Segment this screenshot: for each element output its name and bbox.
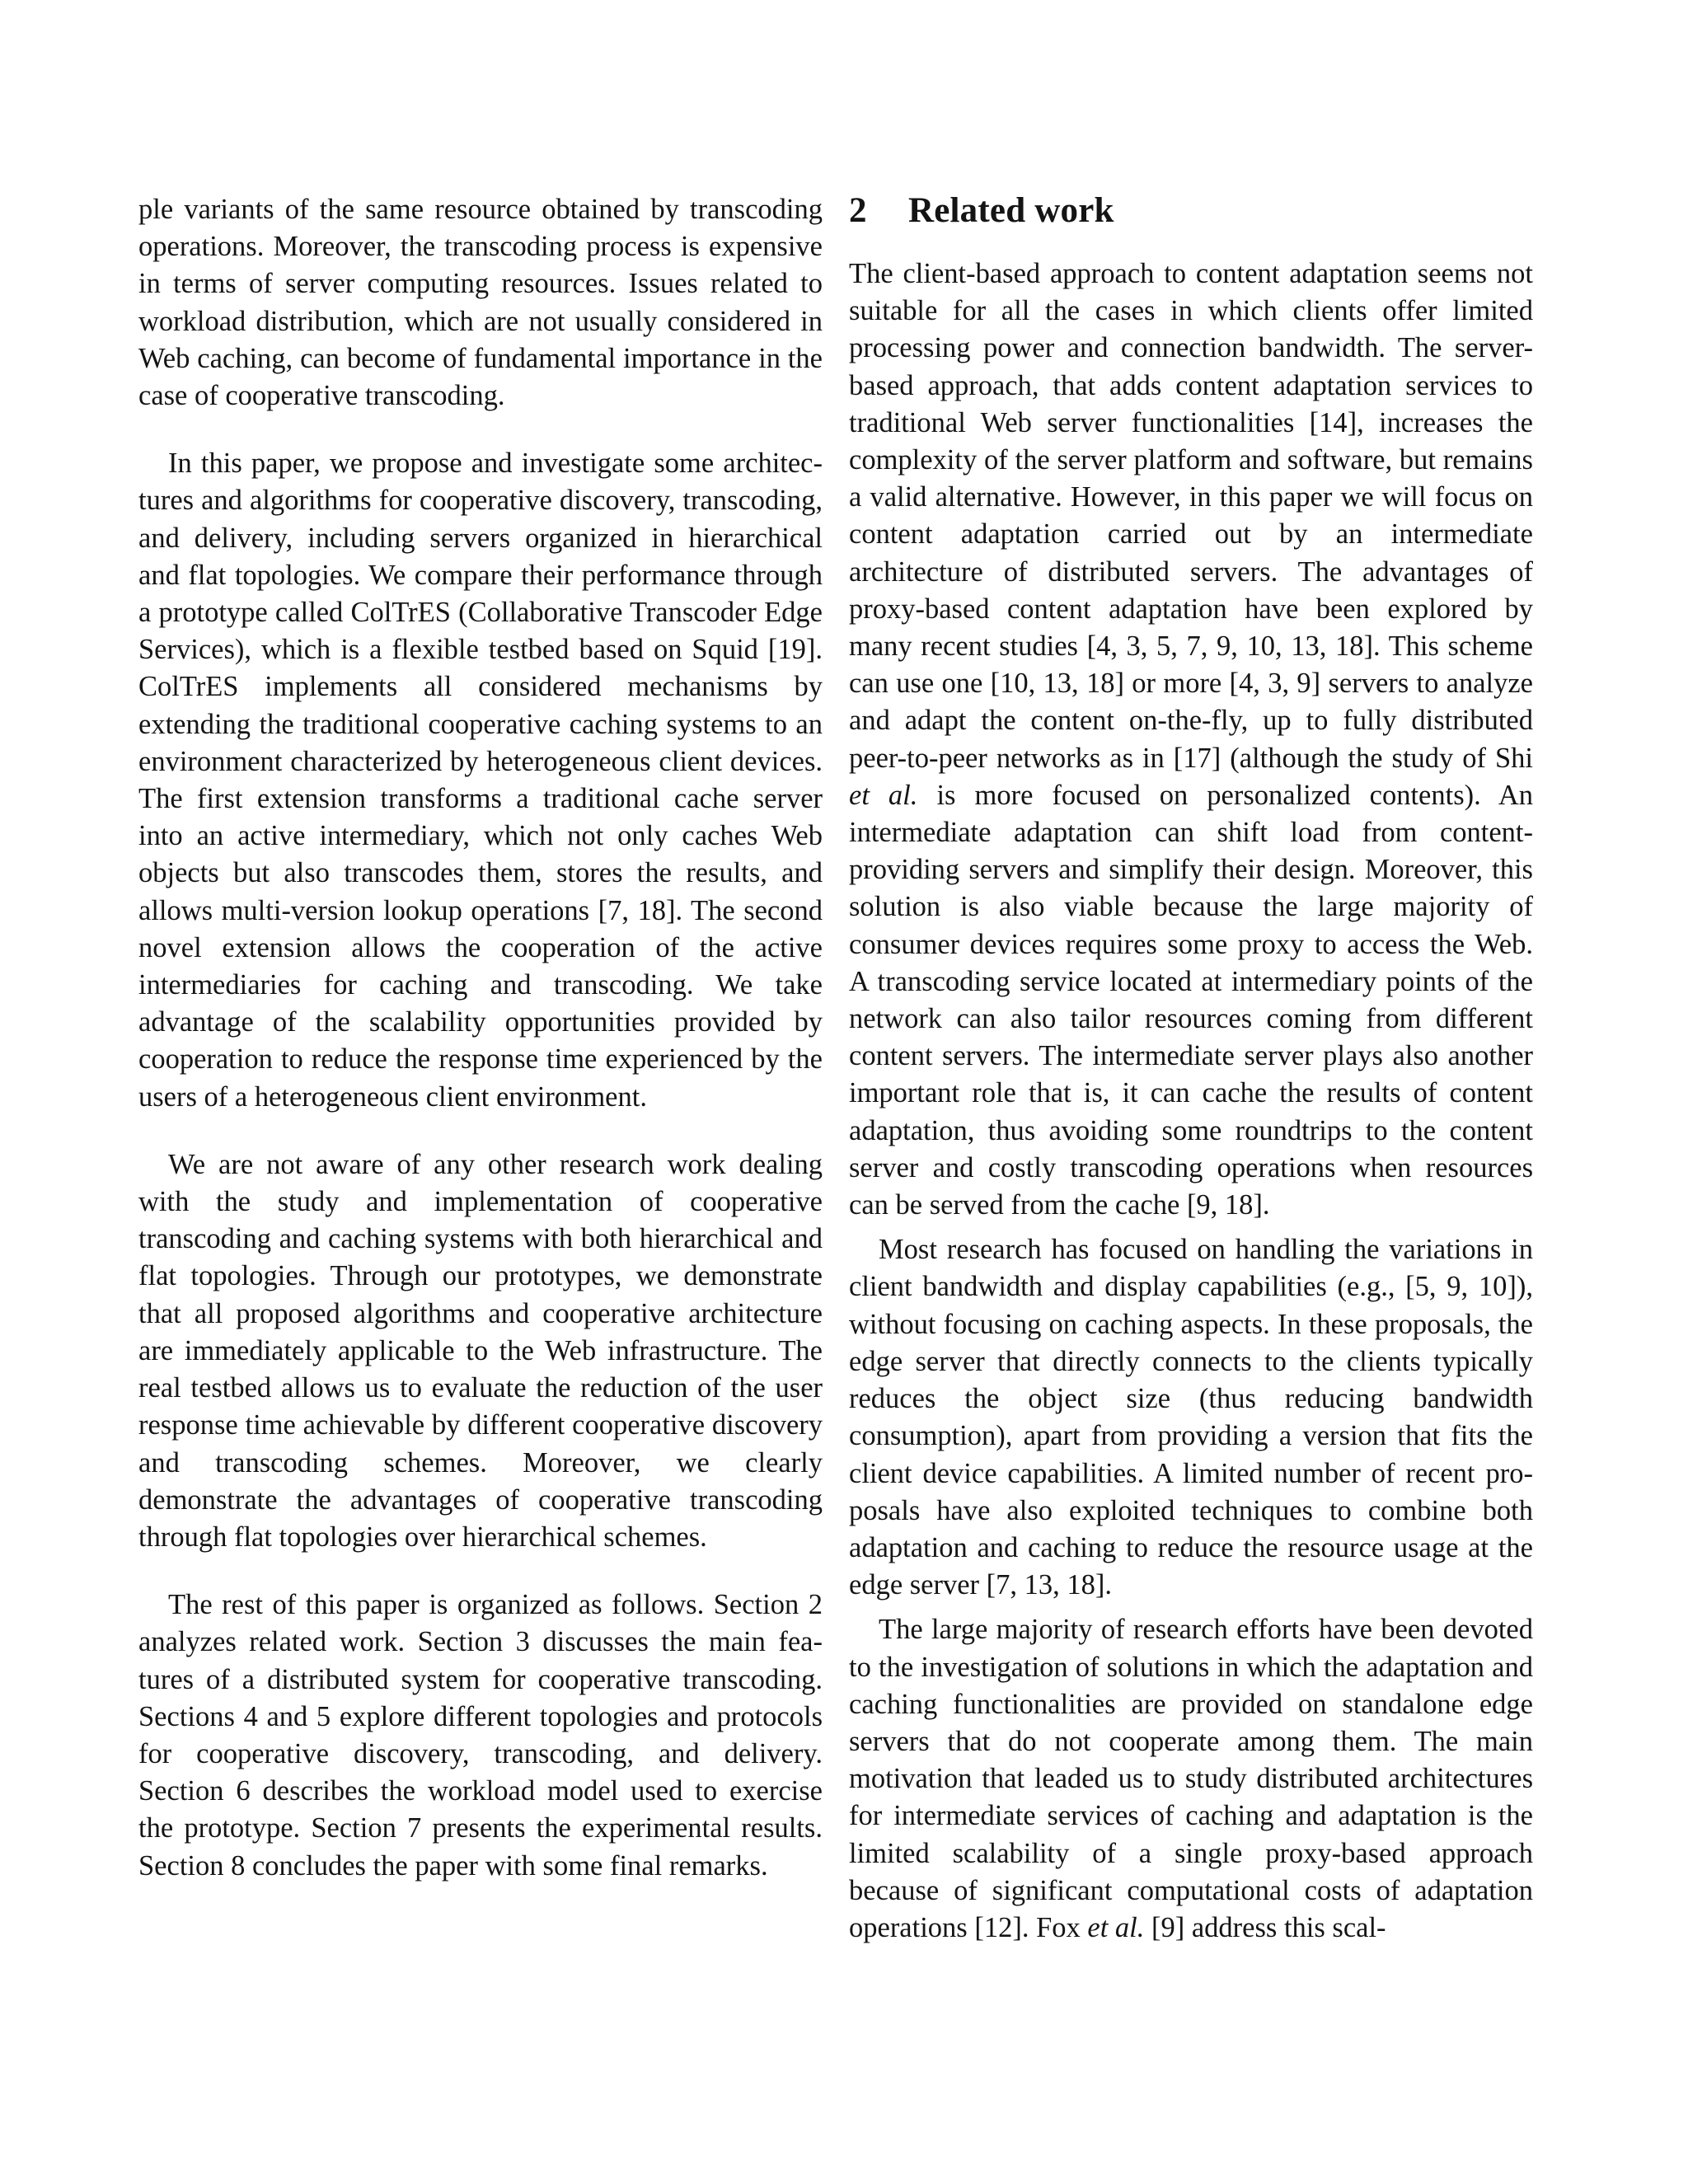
paragraph-contributions: In this paper, we propose and investigate some architectures and algorithms for cooperative discovery, transcoding, and delivery, including servers organized in hierarchical and flat topologies. We compare their performance through a prototype called ColTrES (Collaborative Transcoder Edge Services), which is a flexible testbed based on Squid [19]. ColTrES implements all considered mechanisms by extending the traditional cooperative caching systems to an environment characterized by heterogeneous client devices. The first extension transforms a traditional cache server into an active intermediary, which not only caches Web objects but also transcodes them, stores the results, and allows multi-version lookup operations [7, 18]. The second novel extension allows the cooperation of the active intermediaries for caching and transcoding. We take advantage of the scalability opportunities provided by cooperation to reduce the response time experienced by the users of a heterogeneous client environment. bbox=[138, 448, 823, 1113]
italic-text: et al. bbox=[849, 779, 918, 811]
text-run: The large majority of research efforts have been devoted to the investigation of solutions in which the adaptation and caching functionalities are provided on standalone edge servers that do not cooperate among them. The main motivation that leaded us to study distributed architectures for intermediate services of caching and adaptation is the limited scalability of a single proxy-based approach because of significant computational costs of adaptation operations [12]. Fox bbox=[849, 1614, 1533, 1943]
paragraph-novelty: We are not aware of any other research work dealing with the study and implementation of cooperative transcoding and caching systems with both hierarchical and flat topologies. Through our prototypes, we demonstrate that all proposed algorithms and cooperative architecture are immediately applicable to the Web infrastructure. The real testbed allows us to evaluate the reduction of the user response time achievable by different cooperative discovery and transcoding schemes. Moreover, we clearly demonstrate the advantages of cooperative transcoding through flat topologies over hierarchical schemes. bbox=[138, 1148, 823, 1553]
section-title: Related work bbox=[908, 191, 1114, 230]
text-run: The client-based approach to content adaptation seems not suitable for all the cases in which clients offer limited processing power and connection bandwidth. The server-based approach, that adds content adaptation services to traditional Web server functionalities [14], increases the complexity of the server platform and software, but remains a valid alternative. However, in this paper we will focus on content adaptation carried out by an intermediate architecture of distributed servers. The advantages of proxy-based content adaptation have been explored by many recent studies [4, 3, 5, 7, 9, 10, 13, 18]. This scheme can use one [10, 13, 18] or more [4, 3, 9] servers to analyze and adapt the content on-the-fly, up to fully distributed peer-to-peer networks as in [17] (although the study of Shi bbox=[849, 258, 1533, 774]
text-run: is more focused on personalized contents). An intermediate adaptation can shift load from content-providing servers and simplify their design. Moreover, this solution is also viable because the large majority of consumer devices requires some proxy to access the Web. A transcoding service located at intermediary points of the network can also tailor resources coming from different content servers. The intermediate server plays also another important role that is, it can cache the results of content adaptation, thus avoiding some roundtrips to the content server and costly transcoding operations when resources can be served from the cache [9, 18]. bbox=[849, 779, 1534, 1221]
paragraph-related-work-1 bbox=[849, 255, 1533, 1224]
right-column bbox=[849, 191, 1533, 1954]
paragraph-related-work-2: Most research has focused on handling the variations in client bandwidth and display capabilities (e.g., [5, 9, 10]), without focusing on caching aspects. In these proposals, the edge server that directly connects to the clients typically reduces the object size (thus reducing bandwidth consumption), apart from providing a version that fits the client device capabilities. A limited number of recent proposals have also exploited techniques to combine both adaptation and caching to reduce the resource usage at the edge server [7, 13, 18]. bbox=[849, 1234, 1533, 1601]
paragraph-continued: ple variants of the same resource obtained by transcoding operations. Moreover, the transcoding process is expensive in terms of server computing resources. Issues related to workload distribution, which are not usually considered in Web caching, can become of fundamental importance in the case of cooperative transcoding. bbox=[138, 194, 823, 412]
paragraph-related-work-3 bbox=[849, 1611, 1533, 1947]
left-column bbox=[138, 191, 823, 1915]
paragraph-organization: The rest of this paper is organized as follows. Section 2 analyzes related work. Section 3 discusses the main features of a distributed system for cooperative transcoding. Sections 4 and 5 explore different topologies and protocols for cooperative discovery, transcoding, and delivery. Section 6 describes the workload model used to exercise the prototype. Section 7 presents the experimental results. Section 8 concludes the paper with some final remarks. bbox=[138, 1589, 823, 1882]
section-heading bbox=[849, 191, 1533, 231]
italic-text: et al. bbox=[1087, 1911, 1145, 1943]
section-number: 2 bbox=[849, 191, 867, 230]
text-run: [9] address this scal- bbox=[1151, 1911, 1386, 1943]
